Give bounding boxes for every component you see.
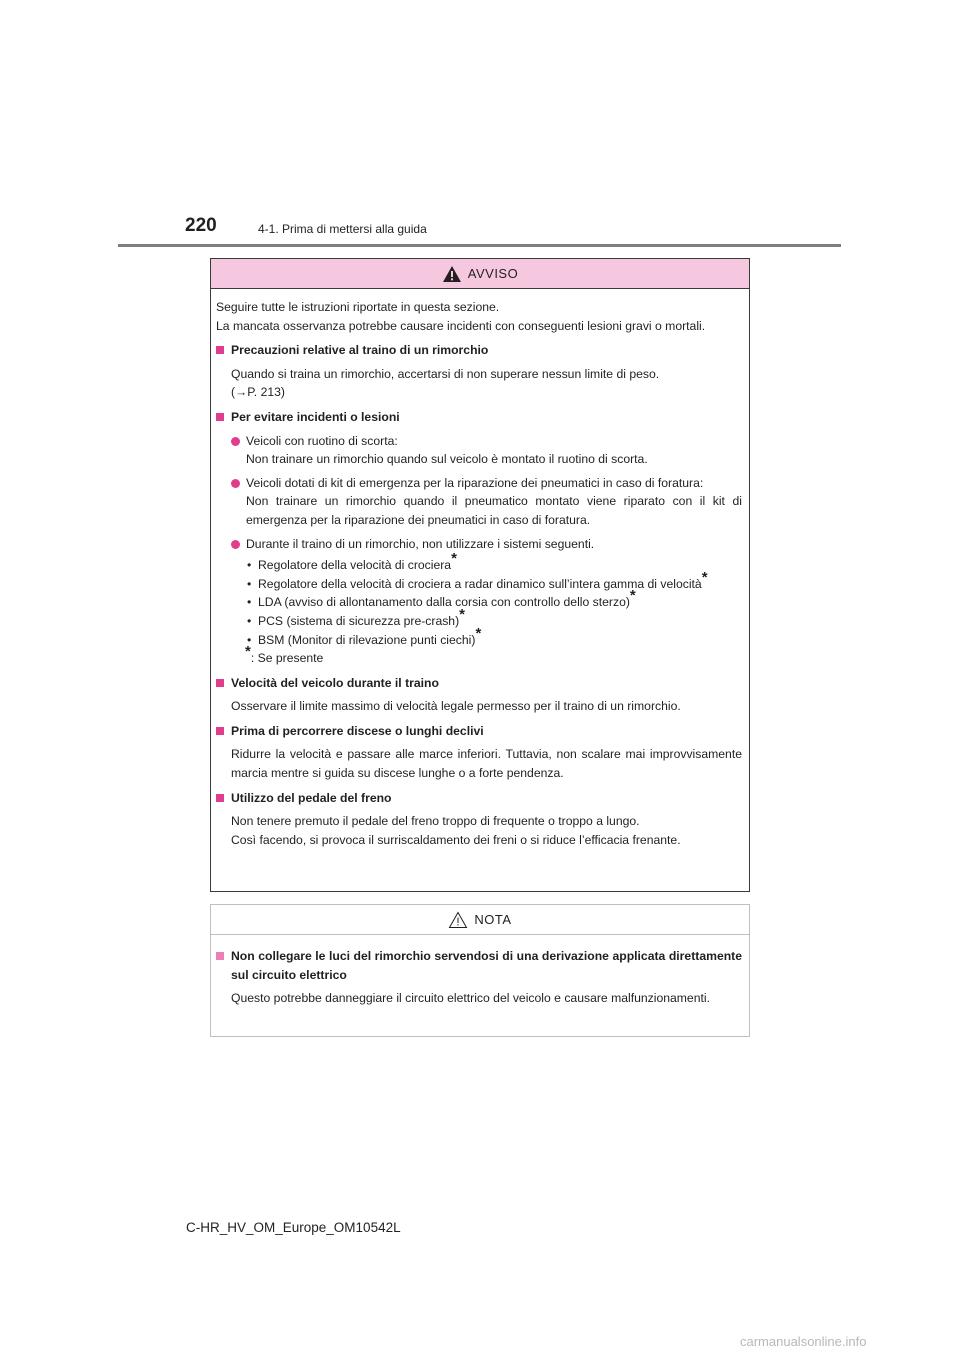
page-number: 220 <box>185 215 217 236</box>
sub-list-item-text: LDA (avviso di allontanamento dalla corsia con controllo dello sterzo) <box>258 595 630 610</box>
header-divider <box>118 244 841 247</box>
list-item <box>216 535 742 554</box>
paragraph: Non tenere premuto il pedale del freno troppo di frequente o troppo a lungo. <box>231 814 640 829</box>
caution-triangle-icon <box>448 911 468 929</box>
warning-intro-1: Seguire tutte le istruzioni riportate in questa sezione. <box>216 300 500 314</box>
sub-bullet: • <box>247 576 252 591</box>
warning-box <box>210 258 750 892</box>
section-heading-text: Non collegare le luci del rimorchio servendosi di una derivazione applicata direttamente sul circuito elettrico <box>231 949 742 982</box>
list-item-text: Non trainare un rimorchio quando sul veicolo è montato il ruotino di scorta. <box>246 452 648 467</box>
section-heading-text: Velocità del veicolo durante il traino <box>231 675 439 690</box>
section-heading <box>216 408 742 427</box>
asterisk-mark: * <box>451 550 457 568</box>
page-reference: (→P. 213) <box>231 385 285 400</box>
footnote-text: : Se presente <box>250 651 324 666</box>
sub-bullet: • <box>247 613 252 628</box>
sub-list-item-text: Regolatore della velocità di crociera <box>258 558 452 573</box>
asterisk-mark: * <box>459 605 465 623</box>
square-bullet-icon <box>216 346 224 354</box>
round-bullet-icon <box>231 540 240 549</box>
section-title: 4-1. Prima di mettersi alla guida <box>258 222 427 236</box>
asterisk-mark: * <box>701 568 708 586</box>
list-item <box>216 432 742 469</box>
warning-header <box>211 259 749 289</box>
square-bullet-icon <box>216 679 224 687</box>
note-content <box>211 935 749 1008</box>
paragraph: Ridurre la velocità e passare alle marce inferiori. Tuttavia, non scalare mai improvvisamente marcia mentre si guida su discese lunghe o a forte pendenza. <box>231 747 742 781</box>
warning-intro-2: La mancata osservanza potrebbe causare incidenti con conseguenti lesioni gravi o mortali. <box>216 318 706 333</box>
paragraph: Così facendo, si provoca il surriscaldamento dei freni o si riduce l’efficacia frenante. <box>231 832 681 847</box>
list-item <box>216 474 742 530</box>
sub-bullet: • <box>247 595 252 610</box>
sub-list-item-text: Regolatore della velocità di crociera a radar dinamico sull’intera gamma di velocità <box>258 576 702 591</box>
list-item-text: Non trainare un rimorchio quando il pneumatico montato viene riparato con il kit di emergenza per la riparazione dei pneumatici in caso di foratura. <box>246 494 742 527</box>
note-title: NOTA <box>474 912 512 927</box>
paragraph: Questo potrebbe danneggiare il circuito elettrico del veicolo e causare malfunzionamenti. <box>231 991 710 1006</box>
asterisk-mark: * <box>245 643 251 661</box>
sub-list-item-text: PCS (sistema di sicurezza pre-crash) <box>258 613 460 628</box>
paragraph: Quando si traina un rimorchio, accertarsi di non superare nessun limite di peso. <box>231 366 660 381</box>
section-heading <box>216 341 742 360</box>
section-heading-text: Precauzioni relative al traino di un rimorchio <box>231 343 489 358</box>
sub-bullet: • <box>247 632 252 647</box>
sub-list-item <box>216 568 742 594</box>
square-bullet-icon <box>216 413 224 421</box>
list-item-text: Veicoli dotati di kit di emergenza per la riparazione dei pneumatici in caso di foratura: <box>246 475 704 490</box>
note-box <box>210 904 750 1037</box>
paragraph: Osservare il limite massimo di velocità legale permesso per il traino di un rimorchio. <box>231 699 681 714</box>
round-bullet-icon <box>231 479 240 488</box>
square-bullet-icon <box>216 727 224 735</box>
sub-list-item-text: BSM (Monitor di rilevazione punti ciechi) <box>258 632 476 647</box>
list-item-text: Veicoli con ruotino di scorta: <box>246 433 398 448</box>
note-header <box>211 905 749 935</box>
section-heading-text: Per evitare incidenti o lesioni <box>231 409 400 424</box>
watermark: carmanualsonline.info <box>740 1334 867 1349</box>
list-item-text: Durante il traino di un rimorchio, non utilizzare i sistemi seguenti. <box>246 536 595 551</box>
square-bullet-icon <box>216 794 224 802</box>
sub-list-item <box>216 624 742 650</box>
warning-triangle-icon <box>442 265 462 283</box>
warning-content <box>211 289 749 849</box>
asterisk-mark: * <box>629 587 636 605</box>
section-heading <box>216 947 742 984</box>
sub-bullet: • <box>247 558 252 573</box>
section-heading <box>216 674 742 693</box>
sub-list-item <box>216 587 742 612</box>
round-bullet-icon <box>231 437 240 446</box>
footer-document-code: C-HR_HV_OM_Europe_OM10542L <box>186 1220 401 1235</box>
section-heading-text: Utilizzo del pedale del freno <box>231 790 392 805</box>
section-heading <box>216 789 742 808</box>
warning-title: AVVISO <box>467 266 519 281</box>
sub-list-item <box>216 550 742 575</box>
square-bullet-icon <box>216 952 224 960</box>
section-heading-text: Prima di percorrere discese o lunghi declivi <box>231 723 484 738</box>
footnote <box>216 643 742 668</box>
section-heading <box>216 722 742 741</box>
asterisk-mark: * <box>475 624 482 642</box>
